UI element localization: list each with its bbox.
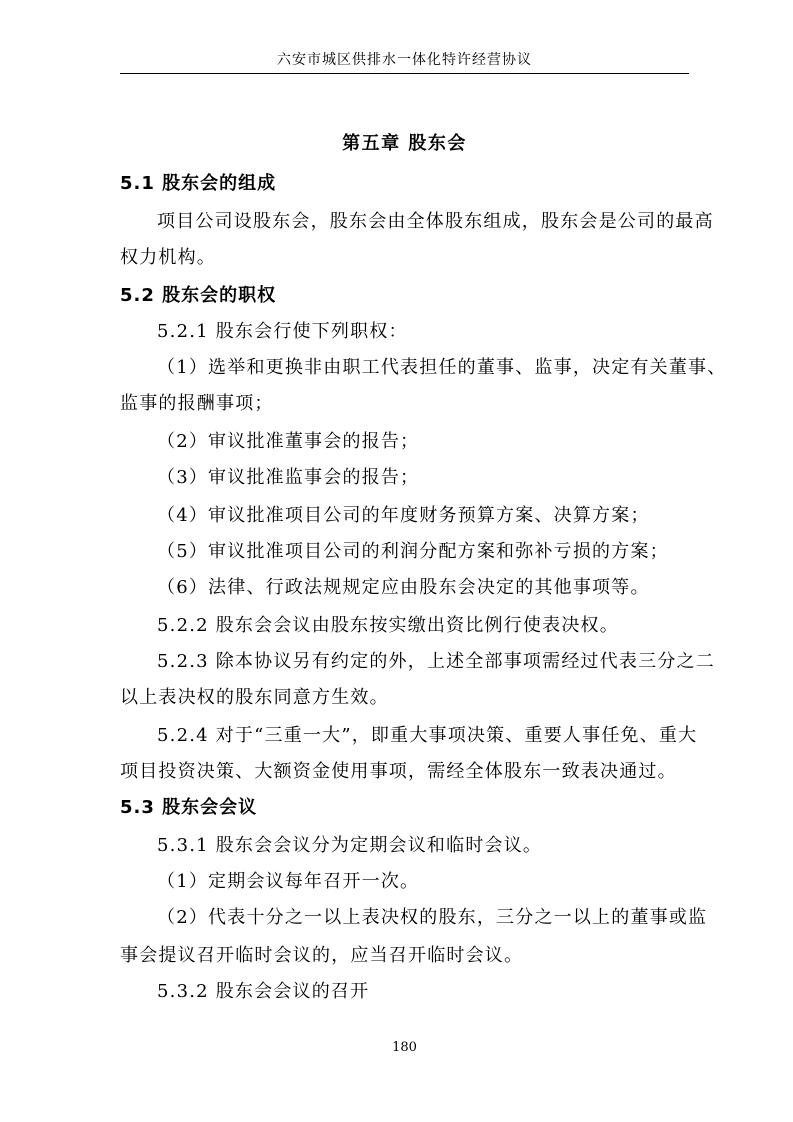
chapter-title: 第五章 股东会 <box>342 133 467 154</box>
paragraph-line: 权力机构。 <box>120 247 216 268</box>
list-item: （5）审议批准项目公司的利润分配方案和弥补亏损的方案； <box>157 541 669 562</box>
list-item: （1）定期会议每年召开一次。 <box>157 871 420 892</box>
list-item: （6）法律、行政法规规定应由股东会决定的其他事项等。 <box>157 577 650 598</box>
section-heading-5-3: 5.3 股东会会议 <box>120 797 258 818</box>
section-heading-5-2: 5.2 股东会的职权 <box>120 285 277 306</box>
list-item: （1）选举和更换非由职工代表担任的董事、监事，决定有关董事、 <box>157 357 727 378</box>
clause-5-2-4-continuation: 项目投资决策、大额资金使用事项，需经全体股东一致表决通过。 <box>120 761 677 782</box>
clause-5-2-3: 5.2.3 除本协议另有约定的外，上述全部事项需经过代表三分之二 <box>157 651 715 672</box>
clause-5-2-4: 5.2.4 对于“三重一大”，即重大事项决策、重要人事任免、重大 <box>157 725 698 746</box>
list-item: （4）审议批准项目公司的年度财务预算方案、决算方案； <box>157 505 650 526</box>
paragraph-line: 项目公司设股东会，股东会由全体股东组成，股东会是公司的最高 <box>157 211 714 232</box>
running-header: 六安市城区供排水一体化特许经营协议 <box>277 52 532 68</box>
list-item-continuation: 监事的报酬事项； <box>120 393 274 414</box>
list-item: （2）代表十分之一以上表决权的股东，三分之一以上的董事或监 <box>157 907 708 928</box>
list-item-continuation: 事会提议召开临时会议的，应当召开临时会议。 <box>120 945 524 966</box>
section-heading-5-1: 5.1 股东会的组成 <box>120 173 277 194</box>
list-item: （2）审议批准董事会的报告； <box>157 431 420 452</box>
clause-5-2-1: 5.2.1 股东会行使下列职权： <box>157 321 408 342</box>
clause-5-3-2: 5.3.2 股东会会议的召开 <box>157 981 370 1002</box>
clause-5-3-1: 5.3.1 股东会会议分为定期会议和临时会议。 <box>157 835 543 856</box>
list-item: （3）审议批准监事会的报告； <box>157 467 420 488</box>
header-rule <box>120 73 689 74</box>
page-number: 180 <box>392 1040 417 1055</box>
clause-5-2-3-continuation: 以上表决权的股东同意方生效。 <box>120 687 389 708</box>
clause-5-2-2: 5.2.2 股东会会议由股东按实缴出资比例行使表决权。 <box>157 615 619 636</box>
